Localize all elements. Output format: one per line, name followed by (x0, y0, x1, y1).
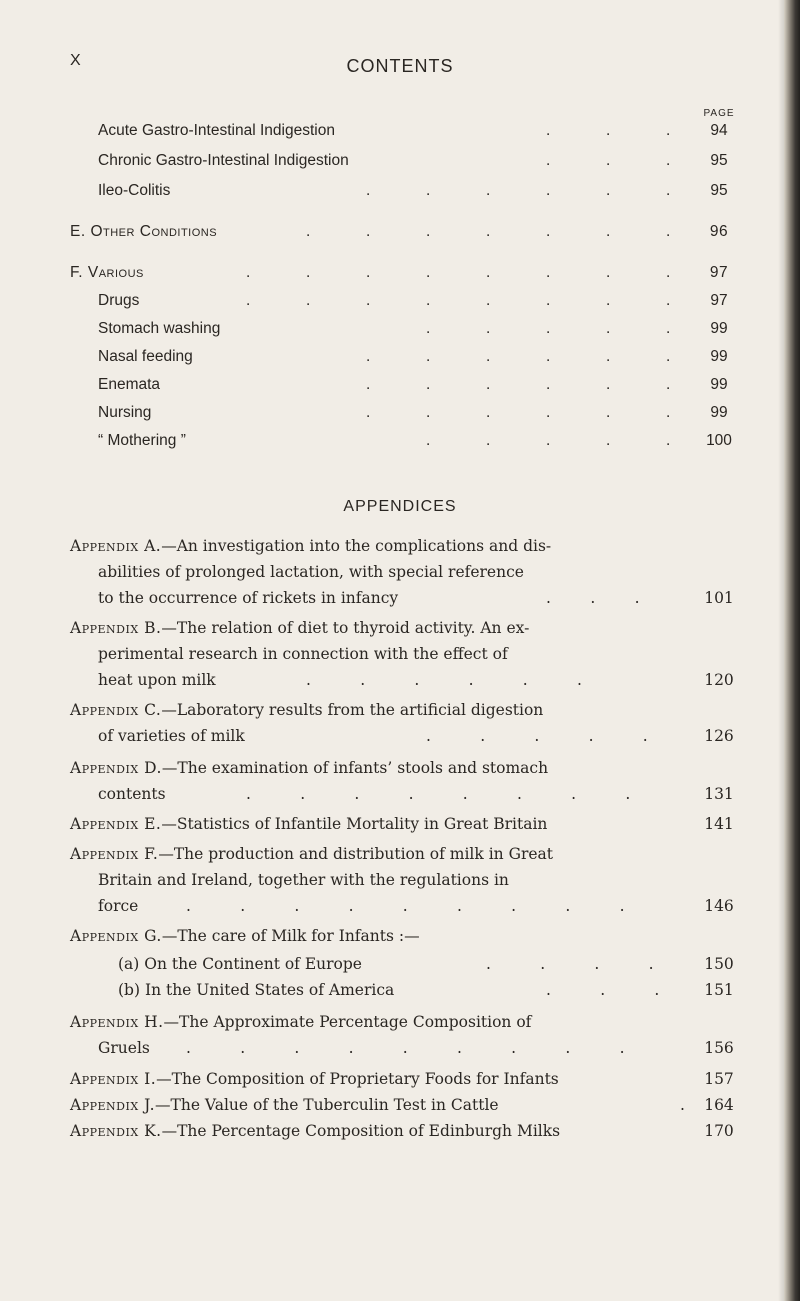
leader-dots: . . . . . . (306, 671, 582, 689)
appendix-line: perimental research in connection with the effect of (98, 645, 508, 663)
appendix-line: contents (98, 785, 166, 803)
appendix-line: —The Value of the Tuberculin Test in Cattle (155, 1096, 499, 1114)
toc-entry-label: E. Other Conditions (70, 223, 218, 240)
toc-entry: Enemata . . . . . . 99 (0, 376, 800, 400)
appendix-prefix: Appendix F. (70, 845, 159, 863)
appendix-line: —Statistics of Infantile Mortality in Great Britain (161, 815, 548, 833)
toc-entry: Nursing . . . . . . 99 (0, 404, 800, 428)
appendix-prefix: Appendix J. (70, 1096, 156, 1114)
leader-dots: . (680, 1096, 685, 1114)
appendix-line: —The care of Milk for Infants :— (161, 927, 420, 945)
appendix-prefix: Appendix A. (70, 537, 162, 555)
toc-entry-page: 100 (706, 432, 732, 449)
appendix-entry (0, 1067, 800, 1091)
toc-entry-page: 94 (710, 122, 728, 139)
appendix-line: Gruels (98, 1039, 150, 1057)
toc-entry-label: Enemata (98, 376, 161, 393)
leader-dots: . . . . . . . . . (186, 897, 625, 915)
appendix-entry (0, 698, 800, 746)
toc-entry-page: 95 (710, 182, 728, 199)
appendix-page: 120 (704, 671, 734, 689)
appendix-line: of varieties of milk (98, 727, 245, 745)
appendix-prefix: Appendix C. (70, 701, 162, 719)
appendix-page: 141 (704, 815, 734, 833)
toc-entry: Nasal feeding . . . . . . 99 (0, 348, 800, 372)
appendix-line: to the occurrence of rickets in infancy (98, 589, 399, 607)
appendix-prefix: Appendix K. (70, 1122, 162, 1140)
appendix-subitem-label: (b) In the United States of America (118, 981, 395, 999)
appendices-heading: APPENDICES (343, 498, 457, 515)
appendix-line: —The examination of infants’ stools and stomach (161, 759, 549, 777)
toc-entry: E. Other Conditions . . . . . . . 96 (0, 223, 800, 247)
appendix-entry (0, 812, 800, 836)
appendix-prefix: Appendix I. (70, 1070, 157, 1088)
appendix-entry (0, 924, 800, 1002)
toc-entry-label: Ileo-Colitis (98, 182, 171, 199)
toc-entry-label: Acute Gastro-Intestinal Indigestion (98, 122, 335, 139)
toc-entry-label: F. Various (70, 264, 144, 281)
leader-dots: . . . (546, 981, 660, 999)
leader-dots: . . . . . . . . (246, 785, 631, 803)
appendix-line: —The Composition of Proprietary Foods for Infants (156, 1070, 559, 1088)
appendix-line: —The Percentage Composition of Edinburgh Milks (161, 1122, 561, 1140)
appendix-line: —Laboratory results from the artificial digestion (161, 701, 544, 719)
page-column-label: PAGE (703, 108, 735, 119)
toc-entry-page: 95 (710, 152, 728, 169)
appendix-page: 146 (704, 897, 734, 915)
page-title: CONTENTS (346, 56, 454, 76)
appendix-subitem-page: 150 (704, 955, 734, 973)
appendix-entry (0, 534, 800, 606)
toc-entry: “ Mothering ” . . . . . 100 (0, 432, 800, 456)
appendix-page: 164 (704, 1096, 734, 1114)
appendix-entry (0, 1093, 800, 1117)
leader-dots: . . . . (486, 955, 654, 973)
toc-entry: Acute Gastro-Intestinal Indigestion . . . 94 (0, 122, 800, 146)
appendix-line: —The relation of diet to thyroid activity. An ex- (161, 619, 530, 637)
toc-entry-label: Nursing (98, 404, 152, 421)
appendix-page: 131 (704, 785, 734, 803)
appendix-prefix: Appendix B. (70, 619, 162, 637)
leader-dots: . . . . . . . . . (186, 1039, 625, 1057)
appendix-prefix: Appendix E. (70, 815, 162, 833)
appendix-line: —An investigation into the complications and dis- (161, 537, 552, 555)
toc-entry: Chronic Gastro-Intestinal Indigestion . . . 95 (0, 152, 800, 176)
toc-entry: Drugs . . . . . . . . 97 (0, 292, 800, 316)
toc-entry-label: Chronic Gastro-Intestinal Indigestion (98, 152, 349, 169)
toc-entry: Stomach washing . . . . . 99 (0, 320, 800, 344)
toc-entry: Ileo-Colitis . . . . . . 95 (0, 182, 800, 206)
appendix-line: Britain and Ireland, together with the regulations in (98, 871, 509, 889)
toc-entry-page: 99 (710, 320, 728, 337)
page-number: X (70, 52, 81, 69)
appendix-subitem-label: (a) On the Continent of Europe (118, 955, 362, 973)
appendix-line: —The production and distribution of milk in Great (158, 845, 554, 863)
toc-entry-label: Nasal feeding (98, 348, 193, 365)
appendix-entry (0, 616, 800, 688)
leader-dots: . . . (546, 589, 640, 607)
appendix-page: 101 (704, 589, 734, 607)
appendix-line: force (98, 897, 139, 915)
toc-entry-label: Drugs (98, 292, 140, 309)
appendix-page: 156 (704, 1039, 734, 1057)
appendix-entry (0, 1119, 800, 1143)
leader-dots: . . . . . (426, 727, 648, 745)
appendix-prefix: Appendix H. (70, 1013, 164, 1031)
appendix-line: —The Approximate Percentage Composition of (163, 1013, 532, 1031)
appendix-line: heat upon milk (98, 671, 216, 689)
toc-entry-page: 99 (710, 404, 728, 421)
appendix-line: abilities of prolonged lactation, with special reference (98, 563, 524, 581)
appendix-prefix: Appendix D. (70, 759, 162, 777)
appendix-page: 157 (704, 1070, 734, 1088)
appendix-page: 170 (704, 1122, 734, 1140)
appendix-page: 126 (704, 727, 734, 745)
appendix-prefix: Appendix G. (70, 927, 162, 945)
appendix-subitem-page: 151 (704, 981, 734, 999)
toc-entry-label: “ Mothering ” (98, 432, 186, 449)
toc-entry-page: 99 (710, 376, 728, 393)
toc-entry: F. Various . . . . . . . . 97 (0, 264, 800, 288)
toc-entry-page: 97 (709, 264, 729, 281)
appendix-entry (0, 1010, 800, 1058)
toc-entry-page: 97 (710, 292, 728, 309)
toc-entry-page: 99 (710, 348, 728, 365)
appendix-entry (0, 842, 800, 914)
toc-entry-page: 96 (709, 223, 729, 240)
toc-entry-label: Stomach washing (98, 320, 221, 337)
appendix-entry (0, 756, 800, 804)
